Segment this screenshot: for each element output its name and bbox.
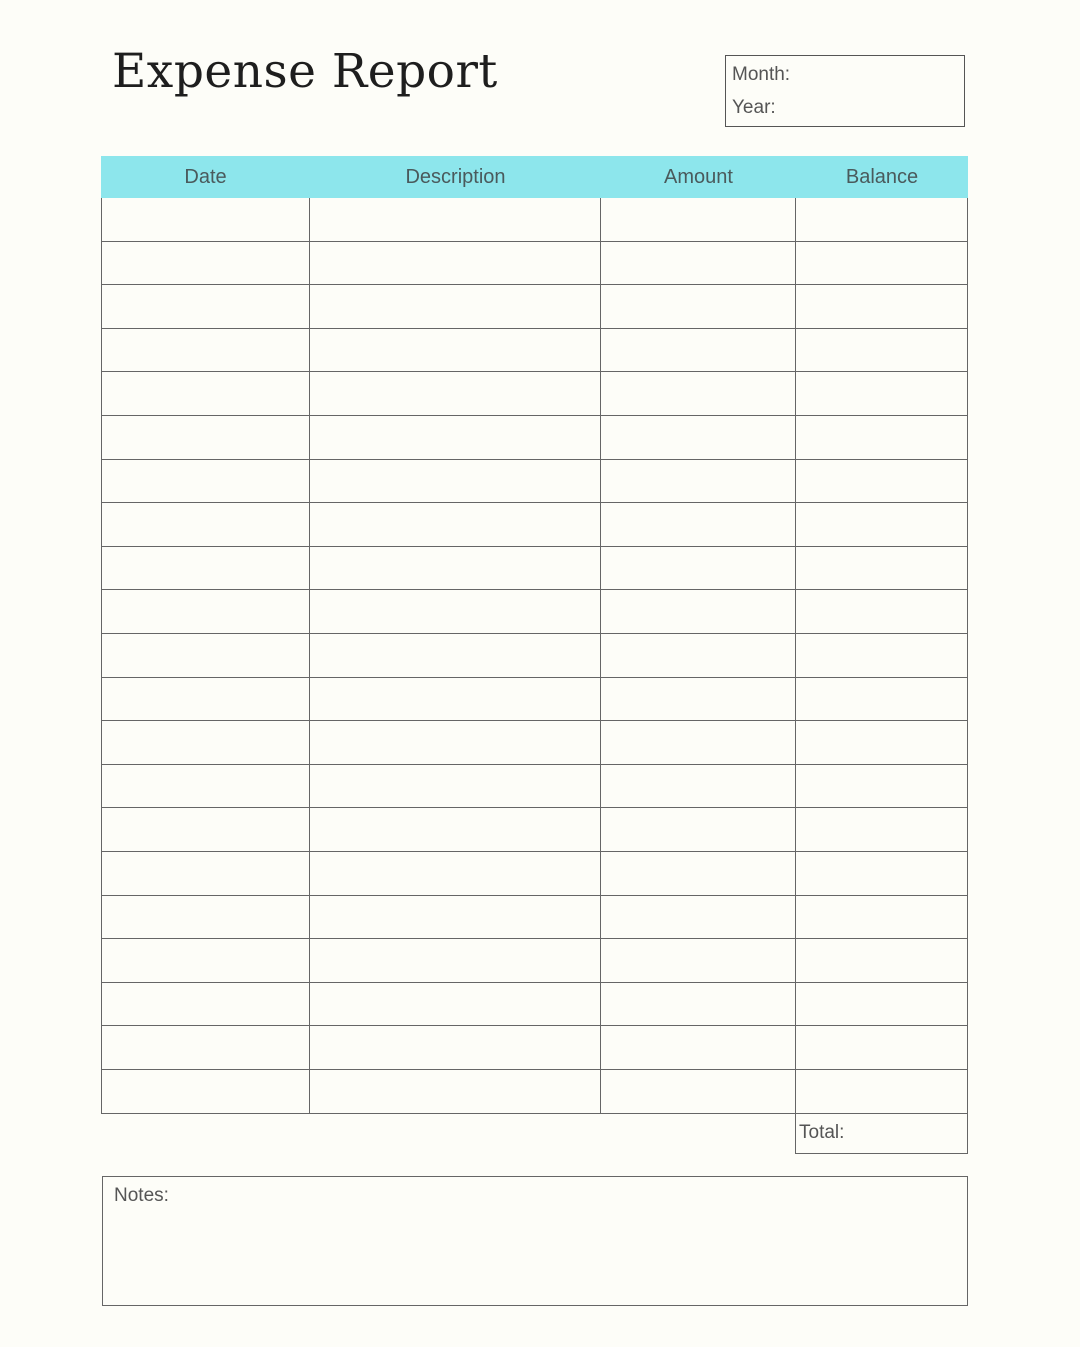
- amount-cell[interactable]: [601, 372, 796, 415]
- date-cell[interactable]: [102, 1026, 310, 1069]
- amount-cell[interactable]: [601, 808, 796, 851]
- notes-label: Notes:: [114, 1185, 169, 1206]
- amount-cell[interactable]: [601, 198, 796, 241]
- column-header-description: Description: [405, 165, 506, 188]
- amount-cell[interactable]: [601, 547, 796, 590]
- description-cell[interactable]: [310, 460, 601, 503]
- balance-cell[interactable]: [796, 721, 966, 764]
- period-box[interactable]: [725, 55, 965, 127]
- amount-cell[interactable]: [601, 503, 796, 546]
- balance-cell[interactable]: [796, 590, 966, 633]
- balance-cell[interactable]: [796, 460, 966, 503]
- date-cell[interactable]: [102, 852, 310, 895]
- table-row: [102, 808, 967, 852]
- column-header-date: Date: [184, 165, 227, 188]
- date-cell[interactable]: [102, 372, 310, 415]
- date-cell[interactable]: [102, 678, 310, 721]
- balance-cell[interactable]: [796, 329, 966, 372]
- balance-cell[interactable]: [796, 808, 966, 851]
- amount-cell[interactable]: [601, 1070, 796, 1114]
- table-row: [102, 329, 967, 373]
- amount-cell[interactable]: [601, 939, 796, 982]
- description-cell[interactable]: [310, 634, 601, 677]
- table-row: [102, 852, 967, 896]
- column-header-amount: Amount: [664, 165, 733, 188]
- amount-cell[interactable]: [601, 634, 796, 677]
- expense-table: [101, 156, 968, 1114]
- table-row: [102, 721, 967, 765]
- table-row: [102, 372, 967, 416]
- description-cell[interactable]: [310, 590, 601, 633]
- table-row: [102, 503, 967, 547]
- description-cell[interactable]: [310, 547, 601, 590]
- balance-cell[interactable]: [796, 503, 966, 546]
- balance-cell[interactable]: [796, 852, 966, 895]
- date-cell[interactable]: [102, 590, 310, 633]
- table-row: [102, 416, 967, 460]
- total-label: Total:: [799, 1122, 845, 1143]
- amount-cell[interactable]: [601, 765, 796, 808]
- amount-cell[interactable]: [601, 1026, 796, 1069]
- table-row: [102, 198, 967, 242]
- table-row: [102, 547, 967, 591]
- description-cell[interactable]: [310, 852, 601, 895]
- date-cell[interactable]: [102, 460, 310, 503]
- description-cell[interactable]: [310, 329, 601, 372]
- date-cell[interactable]: [102, 808, 310, 851]
- balance-cell[interactable]: [796, 939, 966, 982]
- amount-cell[interactable]: [601, 416, 796, 459]
- table-row: [102, 1070, 967, 1114]
- description-cell[interactable]: [310, 1026, 601, 1069]
- description-cell[interactable]: [310, 896, 601, 939]
- balance-cell[interactable]: [796, 634, 966, 677]
- description-cell[interactable]: [310, 939, 601, 982]
- page-title: Expense Report: [112, 44, 498, 99]
- date-cell[interactable]: [102, 285, 310, 328]
- description-cell[interactable]: [310, 198, 601, 241]
- description-cell[interactable]: [310, 678, 601, 721]
- table-row: [102, 285, 967, 329]
- amount-cell[interactable]: [601, 329, 796, 372]
- date-cell[interactable]: [102, 721, 310, 764]
- date-cell[interactable]: [102, 939, 310, 982]
- table-row: [102, 460, 967, 504]
- date-cell[interactable]: [102, 765, 310, 808]
- description-cell[interactable]: [310, 503, 601, 546]
- total-box[interactable]: [795, 1110, 968, 1154]
- table-row: [102, 678, 967, 722]
- balance-cell[interactable]: [796, 285, 966, 328]
- balance-cell[interactable]: [796, 1026, 966, 1069]
- amount-cell[interactable]: [601, 460, 796, 503]
- table-row: [102, 590, 967, 634]
- balance-cell[interactable]: [796, 896, 966, 939]
- notes-box[interactable]: [102, 1176, 968, 1306]
- month-label: Month:: [732, 64, 791, 85]
- date-cell[interactable]: [102, 329, 310, 372]
- balance-cell[interactable]: [796, 547, 966, 590]
- description-cell[interactable]: [310, 285, 601, 328]
- description-cell[interactable]: [310, 721, 601, 764]
- date-cell[interactable]: [102, 416, 310, 459]
- description-cell[interactable]: [310, 242, 601, 285]
- amount-cell[interactable]: [601, 721, 796, 764]
- date-cell[interactable]: [102, 896, 310, 939]
- table-header: [101, 156, 968, 198]
- column-header-balance: Balance: [845, 165, 919, 188]
- amount-cell[interactable]: [601, 896, 796, 939]
- balance-cell[interactable]: [796, 198, 966, 241]
- date-cell[interactable]: [102, 547, 310, 590]
- table-row: [102, 939, 967, 983]
- date-cell[interactable]: [102, 242, 310, 285]
- balance-cell[interactable]: [796, 242, 966, 285]
- amount-cell[interactable]: [601, 983, 796, 1026]
- year-label: Year:: [732, 97, 776, 118]
- balance-cell[interactable]: [796, 678, 966, 721]
- balance-cell[interactable]: [796, 416, 966, 459]
- table-row: [102, 242, 967, 286]
- table-body: [101, 198, 968, 1114]
- amount-cell[interactable]: [601, 285, 796, 328]
- date-cell[interactable]: [102, 983, 310, 1026]
- description-cell[interactable]: [310, 416, 601, 459]
- table-row: [102, 1026, 967, 1070]
- amount-cell[interactable]: [601, 852, 796, 895]
- date-cell[interactable]: [102, 503, 310, 546]
- balance-cell[interactable]: [796, 372, 966, 415]
- amount-cell[interactable]: [601, 242, 796, 285]
- date-cell[interactable]: [102, 634, 310, 677]
- description-cell[interactable]: [310, 808, 601, 851]
- balance-cell[interactable]: [796, 1070, 966, 1114]
- description-cell[interactable]: [310, 1070, 601, 1114]
- date-cell[interactable]: [102, 198, 310, 241]
- table-row: [102, 634, 967, 678]
- table-row: [102, 765, 967, 809]
- date-cell[interactable]: [102, 1070, 310, 1114]
- table-row: [102, 983, 967, 1027]
- table-row: [102, 896, 967, 940]
- balance-cell[interactable]: [796, 983, 966, 1026]
- description-cell[interactable]: [310, 983, 601, 1026]
- balance-cell[interactable]: [796, 765, 966, 808]
- amount-cell[interactable]: [601, 678, 796, 721]
- description-cell[interactable]: [310, 765, 601, 808]
- amount-cell[interactable]: [601, 590, 796, 633]
- description-cell[interactable]: [310, 372, 601, 415]
